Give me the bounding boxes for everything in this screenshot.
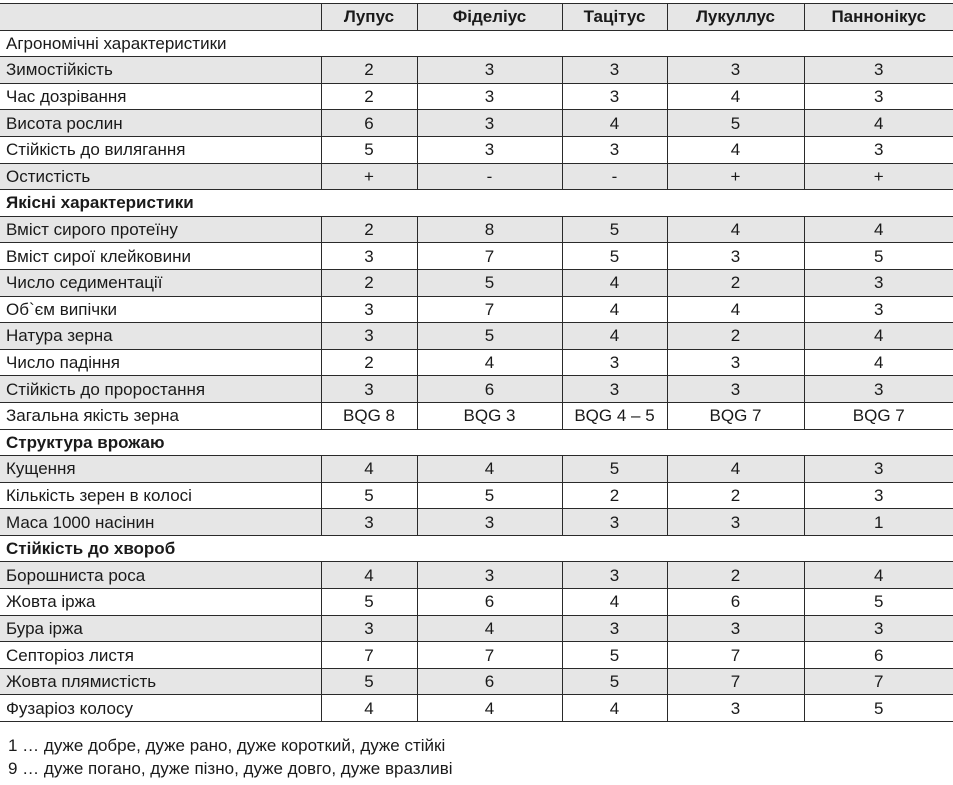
value-cell: - — [417, 163, 562, 190]
table-row — [0, 376, 953, 403]
value-cell: 5 — [562, 243, 667, 270]
value-cell: 3 — [804, 456, 953, 483]
value-cell: 3 — [562, 57, 667, 84]
row-label: Вміст сирого протеїну — [0, 216, 321, 243]
table-row — [0, 57, 953, 84]
value-cell: 3 — [804, 482, 953, 509]
value-cell: 5 — [562, 642, 667, 669]
value-cell: 3 — [804, 376, 953, 403]
table-row — [0, 110, 953, 137]
value-cell: 3 — [667, 349, 804, 376]
value-cell: 4 — [804, 110, 953, 137]
value-cell: 7 — [417, 243, 562, 270]
value-cell: 5 — [804, 589, 953, 616]
value-cell: 3 — [667, 509, 804, 536]
value-cell: 3 — [667, 615, 804, 642]
row-label: Об`єм випічки — [0, 296, 321, 323]
value-cell: 3 — [804, 136, 953, 163]
section-title: Якісні характеристики — [0, 190, 953, 217]
value-cell: 6 — [417, 589, 562, 616]
value-cell: 3 — [321, 615, 417, 642]
value-cell: 5 — [562, 668, 667, 695]
variety-characteristics-table — [0, 3, 953, 722]
row-label: Вміст сирої клейковини — [0, 243, 321, 270]
value-cell: 2 — [667, 323, 804, 350]
header-cell-pannonikus: Паннонікус — [804, 4, 953, 31]
value-cell: 2 — [321, 57, 417, 84]
value-cell: 3 — [562, 509, 667, 536]
value-cell: 4 — [321, 695, 417, 722]
value-cell: 4 — [562, 695, 667, 722]
header-cell-empty — [0, 4, 321, 31]
value-cell: 6 — [804, 642, 953, 669]
value-cell: 5 — [321, 668, 417, 695]
row-label: Число седиментації — [0, 269, 321, 296]
table-row — [0, 642, 953, 669]
value-cell: 5 — [417, 482, 562, 509]
table-body — [0, 30, 953, 721]
value-cell: 2 — [562, 482, 667, 509]
row-label: Борошниста роса — [0, 562, 321, 589]
value-cell: BQG 7 — [667, 402, 804, 429]
table-row — [0, 509, 953, 536]
value-cell: 7 — [417, 642, 562, 669]
value-cell: 7 — [321, 642, 417, 669]
value-cell: 5 — [321, 482, 417, 509]
row-label: Фузаріоз колосу — [0, 695, 321, 722]
value-cell: 3 — [417, 562, 562, 589]
value-cell: 3 — [321, 296, 417, 323]
value-cell: 3 — [562, 136, 667, 163]
value-cell: 4 — [417, 349, 562, 376]
value-cell: 7 — [417, 296, 562, 323]
value-cell: 5 — [321, 136, 417, 163]
header-cell-fidelius: Фіделіус — [417, 4, 562, 31]
value-cell: BQG 8 — [321, 402, 417, 429]
value-cell: 3 — [804, 296, 953, 323]
value-cell: 3 — [667, 695, 804, 722]
value-cell: 3 — [321, 376, 417, 403]
value-cell: 4 — [804, 216, 953, 243]
value-cell: 6 — [321, 110, 417, 137]
value-cell: 5 — [562, 456, 667, 483]
value-cell: 4 — [321, 456, 417, 483]
value-cell: 4 — [667, 216, 804, 243]
value-cell: - — [562, 163, 667, 190]
value-cell: 4 — [562, 110, 667, 137]
value-cell: BQG 4 – 5 — [562, 402, 667, 429]
table-row — [0, 482, 953, 509]
section-row — [0, 429, 953, 456]
value-cell: 3 — [321, 509, 417, 536]
value-cell: 3 — [417, 136, 562, 163]
value-cell: 2 — [321, 349, 417, 376]
value-cell: + — [804, 163, 953, 190]
value-cell: 3 — [562, 349, 667, 376]
value-cell: 4 — [667, 296, 804, 323]
table-row — [0, 349, 953, 376]
value-cell: 3 — [417, 509, 562, 536]
row-label: Стійкість до проростання — [0, 376, 321, 403]
table-row — [0, 269, 953, 296]
value-cell: 4 — [562, 269, 667, 296]
header-row — [0, 4, 953, 31]
table-row — [0, 216, 953, 243]
value-cell: 3 — [804, 57, 953, 84]
value-cell: 3 — [667, 57, 804, 84]
value-cell: 2 — [321, 83, 417, 110]
value-cell: 5 — [562, 216, 667, 243]
legend — [8, 734, 453, 780]
value-cell: 3 — [417, 57, 562, 84]
section-row — [0, 190, 953, 217]
row-label: Бура іржа — [0, 615, 321, 642]
value-cell: 1 — [804, 509, 953, 536]
value-cell: 4 — [667, 456, 804, 483]
row-label: Висота рослин — [0, 110, 321, 137]
value-cell: 4 — [804, 562, 953, 589]
value-cell: 3 — [804, 615, 953, 642]
row-label: Стійкість до вилягання — [0, 136, 321, 163]
value-cell: 5 — [804, 243, 953, 270]
value-cell: 4 — [417, 456, 562, 483]
value-cell: 6 — [417, 668, 562, 695]
table-row — [0, 136, 953, 163]
row-label: Остистість — [0, 163, 321, 190]
header-cell-tacitus: Тацітус — [562, 4, 667, 31]
row-label: Зимостійкість — [0, 57, 321, 84]
value-cell: 3 — [321, 323, 417, 350]
value-cell: 3 — [804, 83, 953, 110]
value-cell: 2 — [667, 482, 804, 509]
section-row — [0, 30, 953, 57]
header-cell-lupus: Лупус — [321, 4, 417, 31]
value-cell: 7 — [667, 668, 804, 695]
value-cell: 5 — [417, 323, 562, 350]
value-cell: 3 — [562, 615, 667, 642]
table-row — [0, 296, 953, 323]
value-cell: 3 — [562, 376, 667, 403]
row-label: Кущення — [0, 456, 321, 483]
value-cell: 8 — [417, 216, 562, 243]
value-cell: 3 — [804, 269, 953, 296]
value-cell: 7 — [667, 642, 804, 669]
table-row — [0, 243, 953, 270]
table-row — [0, 668, 953, 695]
value-cell: 2 — [667, 269, 804, 296]
legend-line-worst: 9 … дуже погано, дуже пізно, дуже довго, дуже вразливі — [8, 759, 453, 778]
value-cell: 3 — [562, 562, 667, 589]
value-cell: 3 — [417, 110, 562, 137]
table-row — [0, 402, 953, 429]
row-label: Септоріоз листя — [0, 642, 321, 669]
value-cell: + — [321, 163, 417, 190]
value-cell: BQG 7 — [804, 402, 953, 429]
row-label: Кількість зерен в колосі — [0, 482, 321, 509]
table-row — [0, 615, 953, 642]
value-cell: 2 — [321, 216, 417, 243]
row-label: Маса 1000 насінин — [0, 509, 321, 536]
value-cell: 4 — [417, 695, 562, 722]
legend-line-best: 1 … дуже добре, дуже рано, дуже короткий, дуже стійкі — [8, 736, 446, 755]
value-cell: 2 — [667, 562, 804, 589]
table-row — [0, 456, 953, 483]
value-cell: 3 — [667, 243, 804, 270]
row-label: Жовта плямистість — [0, 668, 321, 695]
value-cell: 4 — [804, 349, 953, 376]
row-label: Час дозрівання — [0, 83, 321, 110]
value-cell: BQG 3 — [417, 402, 562, 429]
value-cell: 4 — [562, 296, 667, 323]
value-cell: 6 — [667, 589, 804, 616]
row-label: Натура зерна — [0, 323, 321, 350]
value-cell: 5 — [321, 589, 417, 616]
value-cell: + — [667, 163, 804, 190]
header-cell-lukullus: Лукуллус — [667, 4, 804, 31]
row-label: Загальна якість зерна — [0, 402, 321, 429]
value-cell: 3 — [417, 83, 562, 110]
value-cell: 4 — [667, 83, 804, 110]
value-cell: 4 — [417, 615, 562, 642]
row-label: Число падіння — [0, 349, 321, 376]
table-row — [0, 163, 953, 190]
section-row — [0, 535, 953, 562]
value-cell: 4 — [804, 323, 953, 350]
value-cell: 6 — [417, 376, 562, 403]
value-cell: 3 — [321, 243, 417, 270]
value-cell: 3 — [667, 376, 804, 403]
row-label: Жовта іржа — [0, 589, 321, 616]
value-cell: 5 — [417, 269, 562, 296]
value-cell: 2 — [321, 269, 417, 296]
value-cell: 5 — [804, 695, 953, 722]
value-cell: 4 — [667, 136, 804, 163]
table-row — [0, 562, 953, 589]
value-cell: 7 — [804, 668, 953, 695]
table-row — [0, 695, 953, 722]
value-cell: 4 — [562, 589, 667, 616]
value-cell: 4 — [562, 323, 667, 350]
table-row — [0, 83, 953, 110]
section-title: Структура врожаю — [0, 429, 953, 456]
value-cell: 4 — [321, 562, 417, 589]
value-cell: 3 — [562, 83, 667, 110]
section-title: Стійкість до хвороб — [0, 535, 953, 562]
table-row — [0, 589, 953, 616]
value-cell: 5 — [667, 110, 804, 137]
table-row — [0, 323, 953, 350]
section-title: Агрономічні характеристики — [0, 30, 953, 57]
